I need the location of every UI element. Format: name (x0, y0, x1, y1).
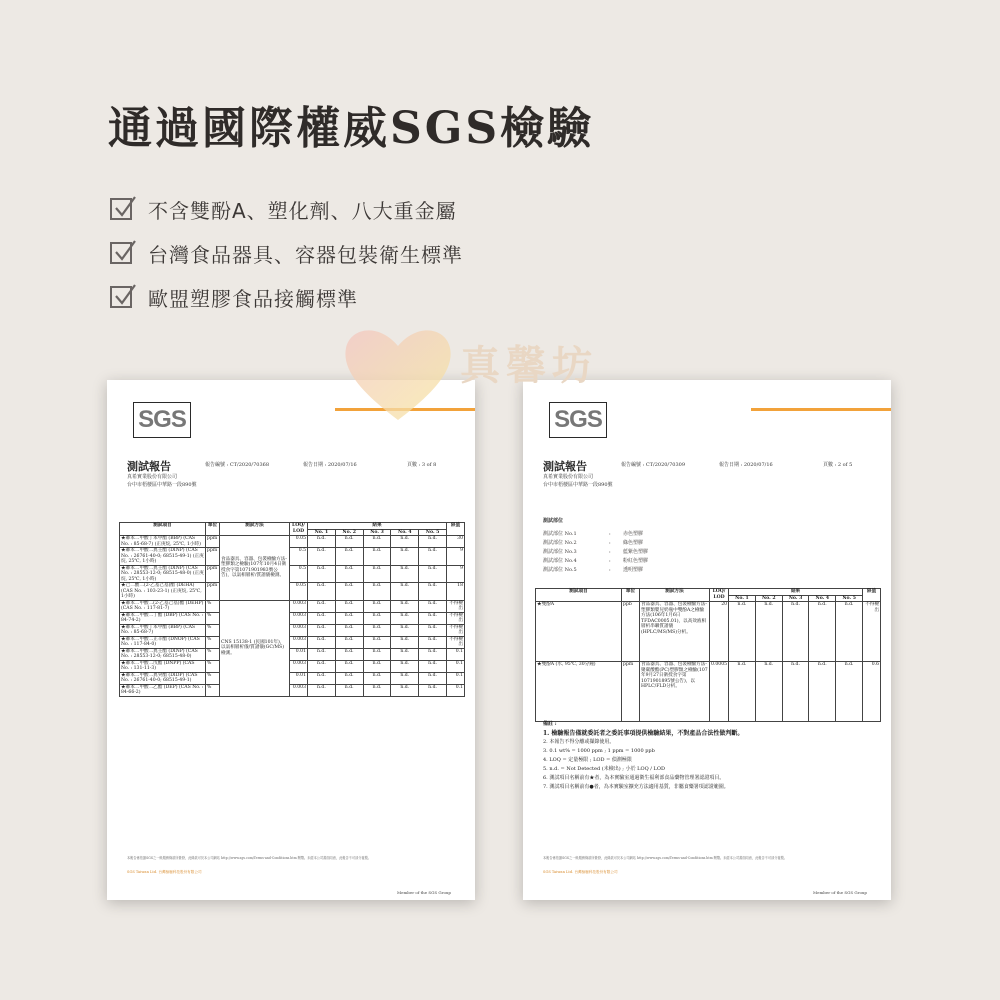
limit-cell: 0.6 (863, 662, 881, 722)
col-header: No. 5 (419, 529, 447, 536)
check-label: 歐盟塑膠食品接觸標準 (148, 286, 358, 311)
limit-cell: 18 (447, 583, 465, 601)
checkbox-icon (110, 286, 132, 308)
company-address: 台中市梧棲區中華路一段890號 (127, 482, 197, 488)
table-row (120, 548, 465, 566)
unit-cell: % (206, 636, 220, 648)
result-cell: n.d. (836, 602, 863, 662)
result-cell: n.d. (729, 602, 756, 662)
part-row (543, 557, 648, 566)
result-cell: n.d. (419, 565, 447, 583)
limit-cell: 不得檢出 (863, 602, 881, 662)
result-cell: n.d. (363, 660, 391, 672)
test-item: ★鄰苯二甲酸二乙酯 (DEP) (CAS No. : 84-66-2) (120, 684, 206, 696)
col-header: 測試方法 (640, 589, 710, 602)
unit-cell: % (206, 672, 220, 684)
sgs-logo: SGS (133, 402, 191, 438)
result-cell: n.d. (335, 684, 363, 696)
part-colon: : (609, 540, 611, 546)
result-cell: n.d. (363, 672, 391, 684)
result-cell: n.d. (363, 565, 391, 583)
test-item: ★鄰苯二甲酸二異壬酯 (DINP) (CAS No. : 28553-12-0; 68515-48-0) (正庚烷, 25℃, 1小時) (121, 565, 204, 582)
result-cell: n.d. (755, 602, 782, 662)
col-header: LOQ/ LOD (710, 589, 729, 602)
loq-cell: 0.003 (290, 600, 308, 612)
header-accent-line (751, 408, 891, 411)
table-row (120, 684, 465, 696)
limit-cell: 不得檢出 (447, 636, 465, 648)
unit-cell: % (206, 612, 220, 624)
result-cell: n.d. (308, 548, 336, 566)
table-row (120, 624, 465, 636)
check-item (110, 282, 463, 312)
limit-cell: 9 (447, 548, 465, 566)
part-row (543, 548, 648, 557)
company-name: 真希實業股份有限公司 (127, 474, 178, 480)
feature-checklist (110, 194, 463, 326)
test-item: ★鄰苯二甲酸二異壬酯 (DINP) (CAS No. : 28553-12-0; 68515-48-0) (120, 648, 206, 660)
col-header: No. 4 (809, 595, 836, 602)
loq-cell: 0.003 (290, 624, 308, 636)
method-cell: CNS 15138-1 (民國101年)，以氣相層析儀/質譜儀(GC/MS)檢測。 (220, 600, 290, 696)
loq-cell: 0.003 (290, 636, 308, 648)
result-cell: n.d. (729, 662, 756, 722)
test-item: ★鄰苯二甲酸二正辛酯 (DNOP) (CAS No. : 117-84-0) (120, 636, 206, 648)
report-footer-text: 本報告係依據SGS之一般服務條款所簽發，此條款可於本公司網站 http://www.sgs.com/Terms-and-Conditions.htm 閱覽。未經本公司書面同意，此報告不可部分複製。 (543, 856, 787, 860)
limit-cell: 不得檢出 (447, 612, 465, 624)
unit-cell: % (206, 624, 220, 636)
test-item: ★鄰苯二甲酸二丁酯 (DBP) (CAS No. : 84-74-2) (120, 612, 206, 624)
result-cell: n.d. (391, 548, 419, 566)
loq-cell: 0.01 (290, 672, 308, 684)
col-header: No. 4 (391, 529, 419, 536)
sgs-report-page-2 (523, 380, 891, 900)
result-cell: n.d. (363, 600, 391, 612)
loq-cell: 0.5 (290, 548, 308, 566)
col-header: 單位 (206, 523, 220, 536)
part-label: 測試部位 No.2 (543, 540, 577, 546)
watermark-text: 真馨坊 (460, 342, 598, 389)
col-header: 測試項目 (120, 523, 206, 536)
table-row (120, 565, 465, 583)
col-header: 限值 (863, 589, 881, 602)
part-row (543, 530, 648, 539)
note-item: 1. 檢驗報告僅就委託者之委託事項提供檢驗結果，不對產品合法性做判斷。 (543, 730, 744, 737)
test-item: ★鄰苯二甲酸丁苯甲酯 (BBP) (CAS No. : 85-68-7) (正庚烷, 25℃, 1小時) (120, 536, 206, 548)
result-cell: n.d. (809, 602, 836, 662)
unit-cell: ppm (206, 565, 220, 583)
note-item: 7. 測試項目名稱前有●者，為本實驗室擴充方法適用基質，非屬食藥署項認證範圍。 (543, 784, 729, 790)
result-cell: n.d. (419, 612, 447, 624)
result-cell: n.d. (363, 624, 391, 636)
table-row (120, 636, 465, 648)
result-cell: n.d. (419, 600, 447, 612)
result-cell: n.d. (419, 624, 447, 636)
result-cell: n.d. (809, 662, 836, 722)
result-cell: n.d. (335, 536, 363, 548)
result-cell: n.d. (782, 602, 809, 662)
result-cell: n.d. (391, 660, 419, 672)
limit-cell: 9 (447, 565, 465, 583)
loq-cell: 0.05 (290, 583, 308, 601)
part-colon: : (609, 558, 611, 564)
col-header: No. 3 (363, 529, 391, 536)
test-item: ★鄰苯二甲酸二異壬酯 (DINP) (CAS No. : 26761-40-0; 68515-49-1) (正庚烷, 25℃, 1小時) (121, 548, 204, 564)
test-item: ★鄰苯二甲酸二異癸酯 (DIDP) (CAS No. : 26761-40-0; 68515-49-1) (120, 672, 206, 684)
table-row (536, 602, 881, 662)
test-item: ★雙酚A (水, 95℃, 30分鐘) (536, 662, 622, 722)
method-cell: 食品器具、容器、包裝檢驗方法-塑膠類之檢驗(107年10月4日衛授食字第1071901983號公告)，以氣相層析/質譜儀檢測。 (220, 536, 290, 601)
result-cell: n.d. (782, 662, 809, 722)
result-cell: n.d. (308, 636, 336, 648)
col-header: No. 2 (335, 529, 363, 536)
part-label: 測試部位 No.4 (543, 558, 577, 564)
result-cell: n.d. (363, 536, 391, 548)
test-item: ★鄰苯二甲酸二(2-乙基己基)酯 (DEHP) (CAS No. : 117-81-7) (120, 600, 206, 612)
unit-cell: ppm (206, 536, 220, 548)
col-header: No. 5 (836, 595, 863, 602)
result-cell: n.d. (335, 548, 363, 566)
result-cell: n.d. (391, 583, 419, 601)
result-cell: n.d. (308, 612, 336, 624)
part-label: 測試部位 No.5 (543, 567, 577, 573)
col-header: 限值 (447, 523, 465, 536)
col-header: No. 3 (782, 595, 809, 602)
note-item: 2. 本報告不得分離或擷錄使用。 (543, 739, 615, 745)
parts-title: 測試部位 (543, 518, 564, 524)
notes-section (543, 720, 743, 792)
report-page: 頁數 : 3 of 8 (407, 462, 437, 468)
limit-cell: 不得檢出 (447, 600, 465, 612)
part-colon: : (609, 567, 611, 573)
result-cell: n.d. (335, 583, 363, 601)
result-cell: n.d. (335, 565, 363, 583)
table-row (120, 660, 465, 672)
report-footer-bar: SGS Taiwan Ltd. 台灣檢驗科技股份有限公司 (543, 869, 618, 874)
result-cell: n.d. (335, 660, 363, 672)
report-date: 報告日期 : 2020/07/16 (719, 462, 773, 468)
table-row (120, 648, 465, 660)
result-cell: n.d. (391, 612, 419, 624)
result-cell: n.d. (335, 636, 363, 648)
report-title: 測試報告 (127, 460, 171, 473)
part-row (543, 539, 648, 548)
test-item: ★己二酸二(2-乙基己基)酯 (DEHA) (CAS No. : 103-23-1) (正庚烷, 25℃, 1小時) (120, 583, 206, 601)
note-item: 4. LOQ = 定量極限 ; LOD = 偵測極限 (543, 757, 632, 763)
result-cell: n.d. (391, 648, 419, 660)
result-cell: n.d. (363, 612, 391, 624)
page-title: 通過國際權威SGS檢驗 (108, 103, 595, 154)
col-header: 結果 (729, 589, 863, 596)
checkbox-icon (110, 242, 132, 264)
limit-cell: 不得檢出 (447, 624, 465, 636)
limit-cell: 0.1 (447, 648, 465, 660)
heart-icon (338, 318, 458, 428)
member-note: Member of the SGS Group (813, 890, 867, 895)
report-page: 頁數 : 2 of 5 (823, 462, 853, 468)
result-cell: n.d. (419, 548, 447, 566)
result-cell: n.d. (308, 672, 336, 684)
table-row (120, 612, 465, 624)
result-cell: n.d. (391, 536, 419, 548)
result-cell: n.d. (391, 684, 419, 696)
part-value: 赤色塑膠 (623, 531, 644, 537)
check-item (110, 238, 463, 268)
result-cell: n.d. (363, 583, 391, 601)
loq-cell: 20 (710, 602, 729, 662)
note-item: 6. 測試項目名稱前有★者，為本實驗室通過衛生福利部食品藥物管理署認證項目。 (543, 775, 725, 781)
col-header: No. 1 (729, 595, 756, 602)
check-label: 台灣食品器具、容器包裝衛生標準 (148, 242, 463, 267)
result-cell: n.d. (335, 612, 363, 624)
part-value: 藍紫色塑膠 (623, 549, 649, 555)
unit-cell: ppm (622, 662, 640, 722)
part-colon: : (609, 549, 611, 555)
col-header: 結果 (308, 523, 447, 530)
result-cell: n.d. (391, 600, 419, 612)
test-item: ★鄰苯二甲酸二戊酯 (DNPP) (CAS No. : 131-11-3) (120, 660, 206, 672)
unit-cell: ppb (622, 602, 640, 662)
part-value: 透明塑膠 (623, 567, 644, 573)
result-cell: n.d. (391, 624, 419, 636)
results-table (535, 588, 881, 722)
check-label: 不含雙酚A、塑化劑、八大重金屬 (148, 198, 457, 223)
col-header: 測試項目 (536, 589, 622, 602)
note-item: 5. n.d. = Not Detected (未檢出) ; 小於 LOQ / LOD (543, 766, 665, 772)
limit-cell: 0.1 (447, 684, 465, 696)
col-header: LOQ/ LOD (290, 523, 308, 536)
part-label: 測試部位 No.3 (543, 549, 577, 555)
result-cell: n.d. (363, 548, 391, 566)
loq-cell: 0.05 (290, 536, 308, 548)
col-header: No. 1 (308, 529, 336, 536)
result-cell: n.d. (836, 662, 863, 722)
parts-list (543, 530, 648, 575)
result-cell: n.d. (391, 565, 419, 583)
company-name: 真希實業股份有限公司 (543, 474, 594, 480)
report-title: 測試報告 (543, 460, 587, 473)
result-cell: n.d. (308, 600, 336, 612)
col-header: 測試方法 (220, 523, 290, 536)
part-value: 綠色塑膠 (623, 540, 644, 546)
result-cell: n.d. (419, 684, 447, 696)
table-row (536, 662, 881, 722)
sgs-logo: SGS (549, 402, 607, 438)
result-cell: n.d. (308, 536, 336, 548)
result-cell: n.d. (419, 536, 447, 548)
checkbox-icon (110, 198, 132, 220)
note-item: 3. 0.1 wt% = 1000 ppm ; 1 ppm = 1000 ppb (543, 748, 655, 754)
limit-cell: 0.1 (447, 660, 465, 672)
result-cell: n.d. (419, 660, 447, 672)
member-note: Member of the SGS Group (397, 890, 451, 895)
loq-cell: 0.003 (290, 660, 308, 672)
result-cell: n.d. (363, 648, 391, 660)
result-cell: n.d. (391, 672, 419, 684)
loq-cell: 0.5 (290, 565, 308, 583)
result-cell: n.d. (308, 624, 336, 636)
report-number: 報告編號 : CT/2020/70309 (621, 462, 686, 468)
unit-cell: % (206, 684, 220, 696)
method-cell: 食品器具、容器、包裝檢驗方法-聚碳酸酯(PC)塑膠類之檢驗(107年9月27日衛授食字第1071901895號公告)，以HPLC/FLD分析。 (640, 662, 710, 722)
col-header: No. 2 (755, 595, 782, 602)
result-cell: n.d. (419, 636, 447, 648)
table-row (120, 536, 465, 548)
loq-cell: 0.01 (290, 648, 308, 660)
results-table (119, 522, 465, 697)
result-cell: n.d. (308, 660, 336, 672)
table-row (120, 672, 465, 684)
result-cell: n.d. (419, 648, 447, 660)
check-item (110, 194, 463, 224)
report-footer-text: 本報告係依據SGS之一般服務條款所簽發，此條款可於本公司網站 http://www.sgs.com/Terms-and-Conditions.htm 閱覽。未經本公司書面同意，此報告不可部分複製。 (127, 856, 371, 860)
part-row (543, 566, 648, 575)
loq-cell: 0.003 (290, 612, 308, 624)
report-number: 報告編號 : CT/2020/70368 (205, 462, 270, 468)
result-cell: n.d. (308, 583, 336, 601)
method-cell: 食品器具、容器、包裝檢驗方法-塑膠類嬰兒奶瓶中雙酚A之檢驗方法(106年1月6日TFDAC0005.01)，以高效液相層析串聯質譜儀(HPLC/MS/MS)分析。 (640, 602, 710, 662)
sgs-report-page-1 (107, 380, 475, 900)
unit-cell: % (206, 660, 220, 672)
table-row (120, 583, 465, 601)
limit-cell: 30 (447, 536, 465, 548)
result-cell: n.d. (308, 565, 336, 583)
brand-watermark (338, 318, 658, 438)
test-item: ★雙酚A (536, 602, 622, 662)
unit-cell: % (206, 600, 220, 612)
unit-cell: ppm (206, 548, 220, 566)
result-cell: n.d. (391, 636, 419, 648)
col-header: 單位 (622, 589, 640, 602)
result-cell: n.d. (363, 636, 391, 648)
loq-cell: 0.0005 (710, 662, 729, 722)
result-cell: n.d. (335, 648, 363, 660)
table-row (120, 600, 465, 612)
loq-cell: 0.003 (290, 684, 308, 696)
part-colon: : (609, 531, 611, 537)
part-label: 測試部位 No.1 (543, 531, 577, 537)
unit-cell: % (206, 648, 220, 660)
report-date: 報告日期 : 2020/07/16 (303, 462, 357, 468)
result-cell: n.d. (419, 672, 447, 684)
result-cell: n.d. (363, 684, 391, 696)
unit-cell: ppm (206, 583, 220, 601)
result-cell: n.d. (755, 662, 782, 722)
company-address: 台中市梧棲區中華路一段890號 (543, 482, 613, 488)
report-footer-bar: SGS Taiwan Ltd. 台灣檢驗科技股份有限公司 (127, 869, 202, 874)
result-cell: n.d. (308, 648, 336, 660)
result-cell: n.d. (335, 624, 363, 636)
result-cell: n.d. (335, 600, 363, 612)
result-cell: n.d. (335, 672, 363, 684)
test-item: ★鄰苯二甲酸丁苯甲酯 (BBP) (CAS No. : 85-68-7) (120, 624, 206, 636)
notes-title: 備註 : (543, 721, 557, 727)
result-cell: n.d. (308, 684, 336, 696)
limit-cell: 0.1 (447, 672, 465, 684)
result-cell: n.d. (419, 583, 447, 601)
part-value: 粉紅色塑膠 (623, 558, 649, 564)
